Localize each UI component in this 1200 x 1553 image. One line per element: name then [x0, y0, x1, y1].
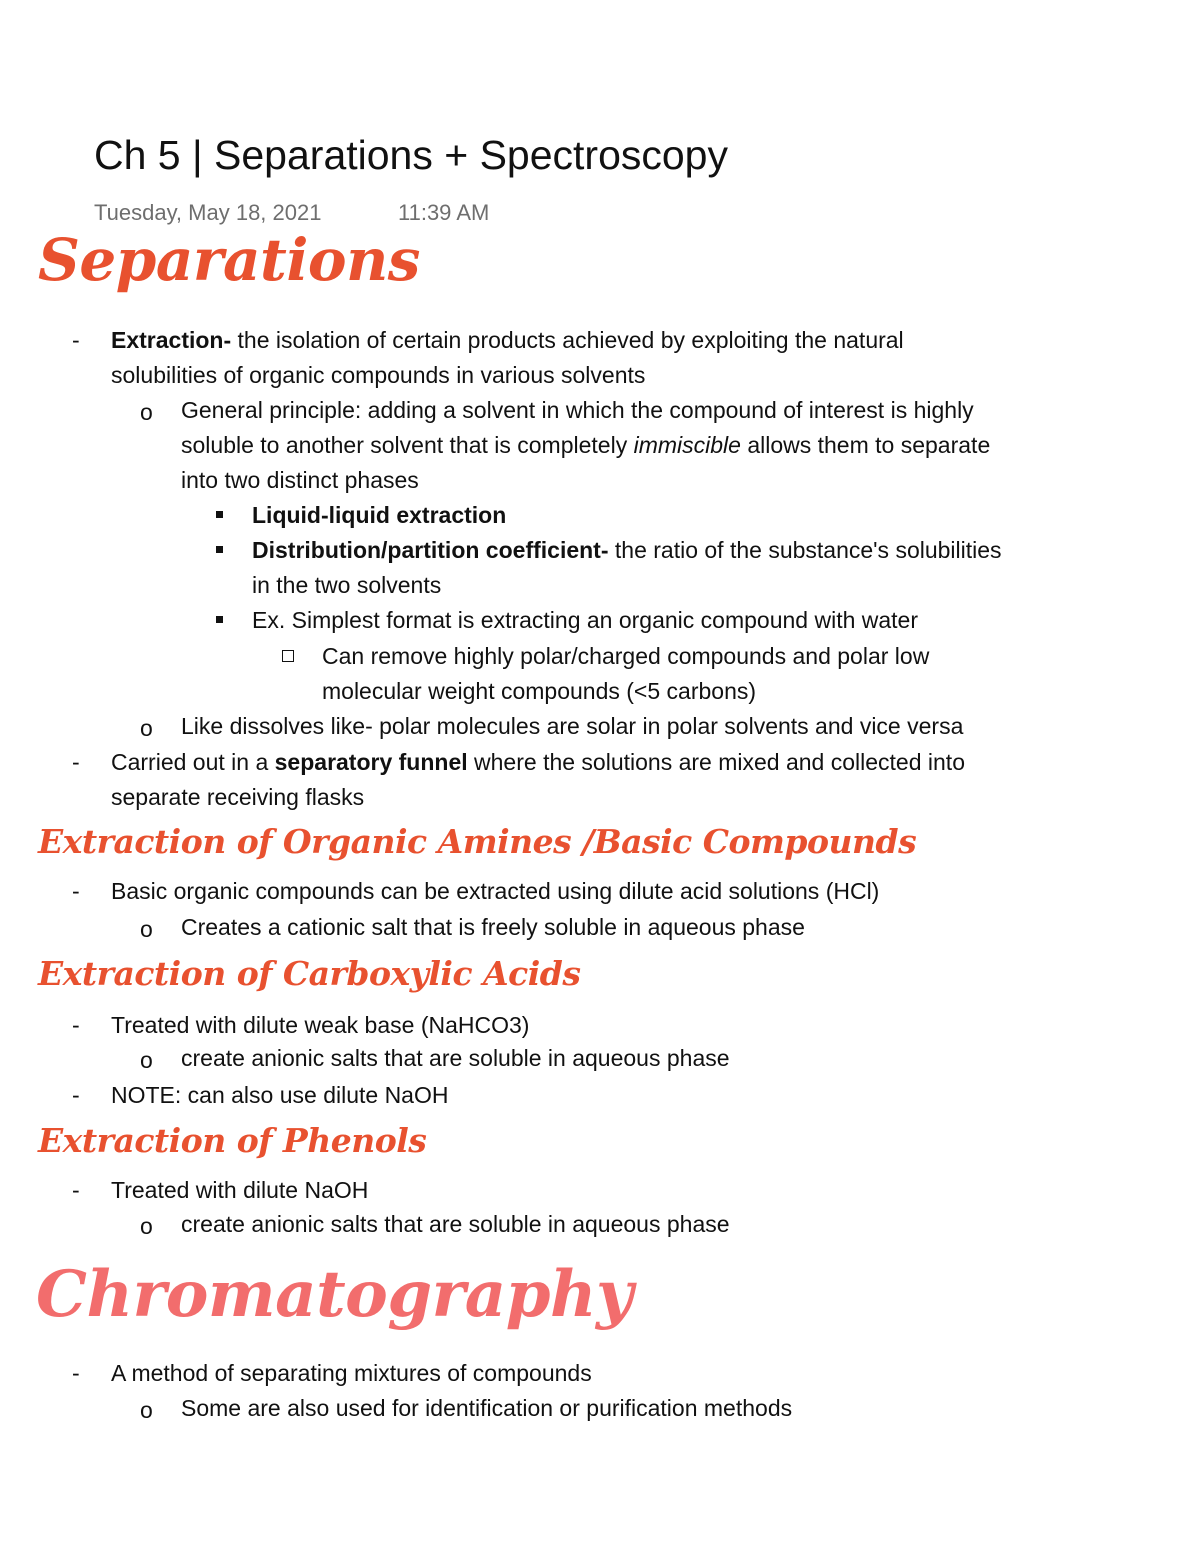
carried-text-a: Carried out in a [111, 749, 275, 775]
circle-bullet: o [140, 1397, 153, 1423]
principle-line-3: into two distinct phases [181, 467, 419, 493]
open-square-bullet [282, 650, 294, 662]
principle-line-2 [181, 428, 990, 463]
carboxylic-line-1: Treated with dilute weak base (NaHCO3) [111, 1012, 530, 1038]
separatory-funnel-term: separatory funnel [274, 749, 468, 775]
dash-bullet: - [72, 749, 80, 775]
carboxylic-line-2: create anionic salts that are soluble in aqueous phase [181, 1045, 730, 1071]
heading-chromatography: Chromatography [36, 1257, 633, 1332]
dash-bullet: - [72, 1082, 80, 1108]
extraction-line-1 [111, 323, 904, 358]
circle-bullet: o [140, 399, 153, 425]
square-bullet [216, 511, 223, 518]
dash-bullet: - [72, 327, 80, 353]
dash-bullet: - [72, 1012, 80, 1038]
remove-line-2: molecular weight compounds (<5 carbons) [322, 678, 757, 704]
page-date: Tuesday, May 18, 2021 [94, 200, 322, 225]
heading-separations: Separations [38, 226, 420, 294]
circle-bullet: o [140, 1213, 153, 1239]
like-dissolves-line: Like dissolves like- polar molecules are solar in polar solvents and vice versa [181, 713, 964, 739]
amines-line-1: Basic organic compounds can be extracted using dilute acid solutions (HCl) [111, 878, 880, 904]
immiscible-term: immiscible [633, 432, 741, 458]
principle-line-1: General principle: adding a solvent in which the compound of interest is highly [181, 397, 974, 423]
circle-bullet: o [140, 1047, 153, 1073]
page-time: 11:39 AM [398, 200, 490, 225]
example-line: Ex. Simplest format is extracting an organic compound with water [252, 607, 919, 633]
extraction-line-2: solubilities of organic compounds in various solvents [111, 362, 646, 388]
circle-bullet: o [140, 715, 153, 741]
heading-phenols: Extraction of Phenols [38, 1121, 427, 1160]
chromatography-line-1: A method of separating mixtures of compounds [111, 1360, 592, 1386]
phenols-line-2: create anionic salts that are soluble in aqueous phase [181, 1211, 730, 1237]
chromatography-line-2: Some are also used for identification or purification methods [181, 1395, 793, 1421]
dash-bullet: - [72, 1360, 80, 1386]
distribution-term: Distribution/partition coefficient- [252, 537, 609, 563]
heading-carboxylic: Extraction of Carboxylic Acids [38, 954, 581, 993]
extraction-def: the isolation of certain products achieved by exploiting the natural [231, 327, 904, 353]
page-title: Ch 5 | Separations + Spectroscopy [94, 132, 728, 178]
carried-line-2: separate receiving flasks [111, 784, 365, 810]
lle-line: Liquid-liquid extraction [252, 502, 507, 528]
distribution-line-2: in the two solvents [252, 572, 442, 598]
carboxylic-line-3: NOTE: can also use dilute NaOH [111, 1082, 449, 1108]
principle-text-c: allows them to separate [740, 432, 991, 458]
dash-bullet: - [72, 878, 80, 904]
remove-line-1: Can remove highly polar/charged compounds and polar low [322, 643, 930, 669]
extraction-term: Extraction- [111, 327, 232, 353]
distribution-def: the ratio of the substance's solubilities [608, 537, 1002, 563]
distribution-line-1 [252, 533, 1002, 568]
circle-bullet: o [140, 916, 153, 942]
dash-bullet: - [72, 1177, 80, 1203]
square-bullet [216, 546, 223, 553]
heading-amines: Extraction of Organic Amines /Basic Compounds [38, 822, 917, 861]
phenols-line-1: Treated with dilute NaOH [111, 1177, 369, 1203]
square-bullet [216, 616, 223, 623]
principle-text-a: soluble to another solvent that is completely [181, 432, 634, 458]
carried-line-1 [111, 745, 965, 780]
carried-text-c: where the solutions are mixed and collected into [467, 749, 965, 775]
amines-line-2: Creates a cationic salt that is freely soluble in aqueous phase [181, 914, 805, 940]
